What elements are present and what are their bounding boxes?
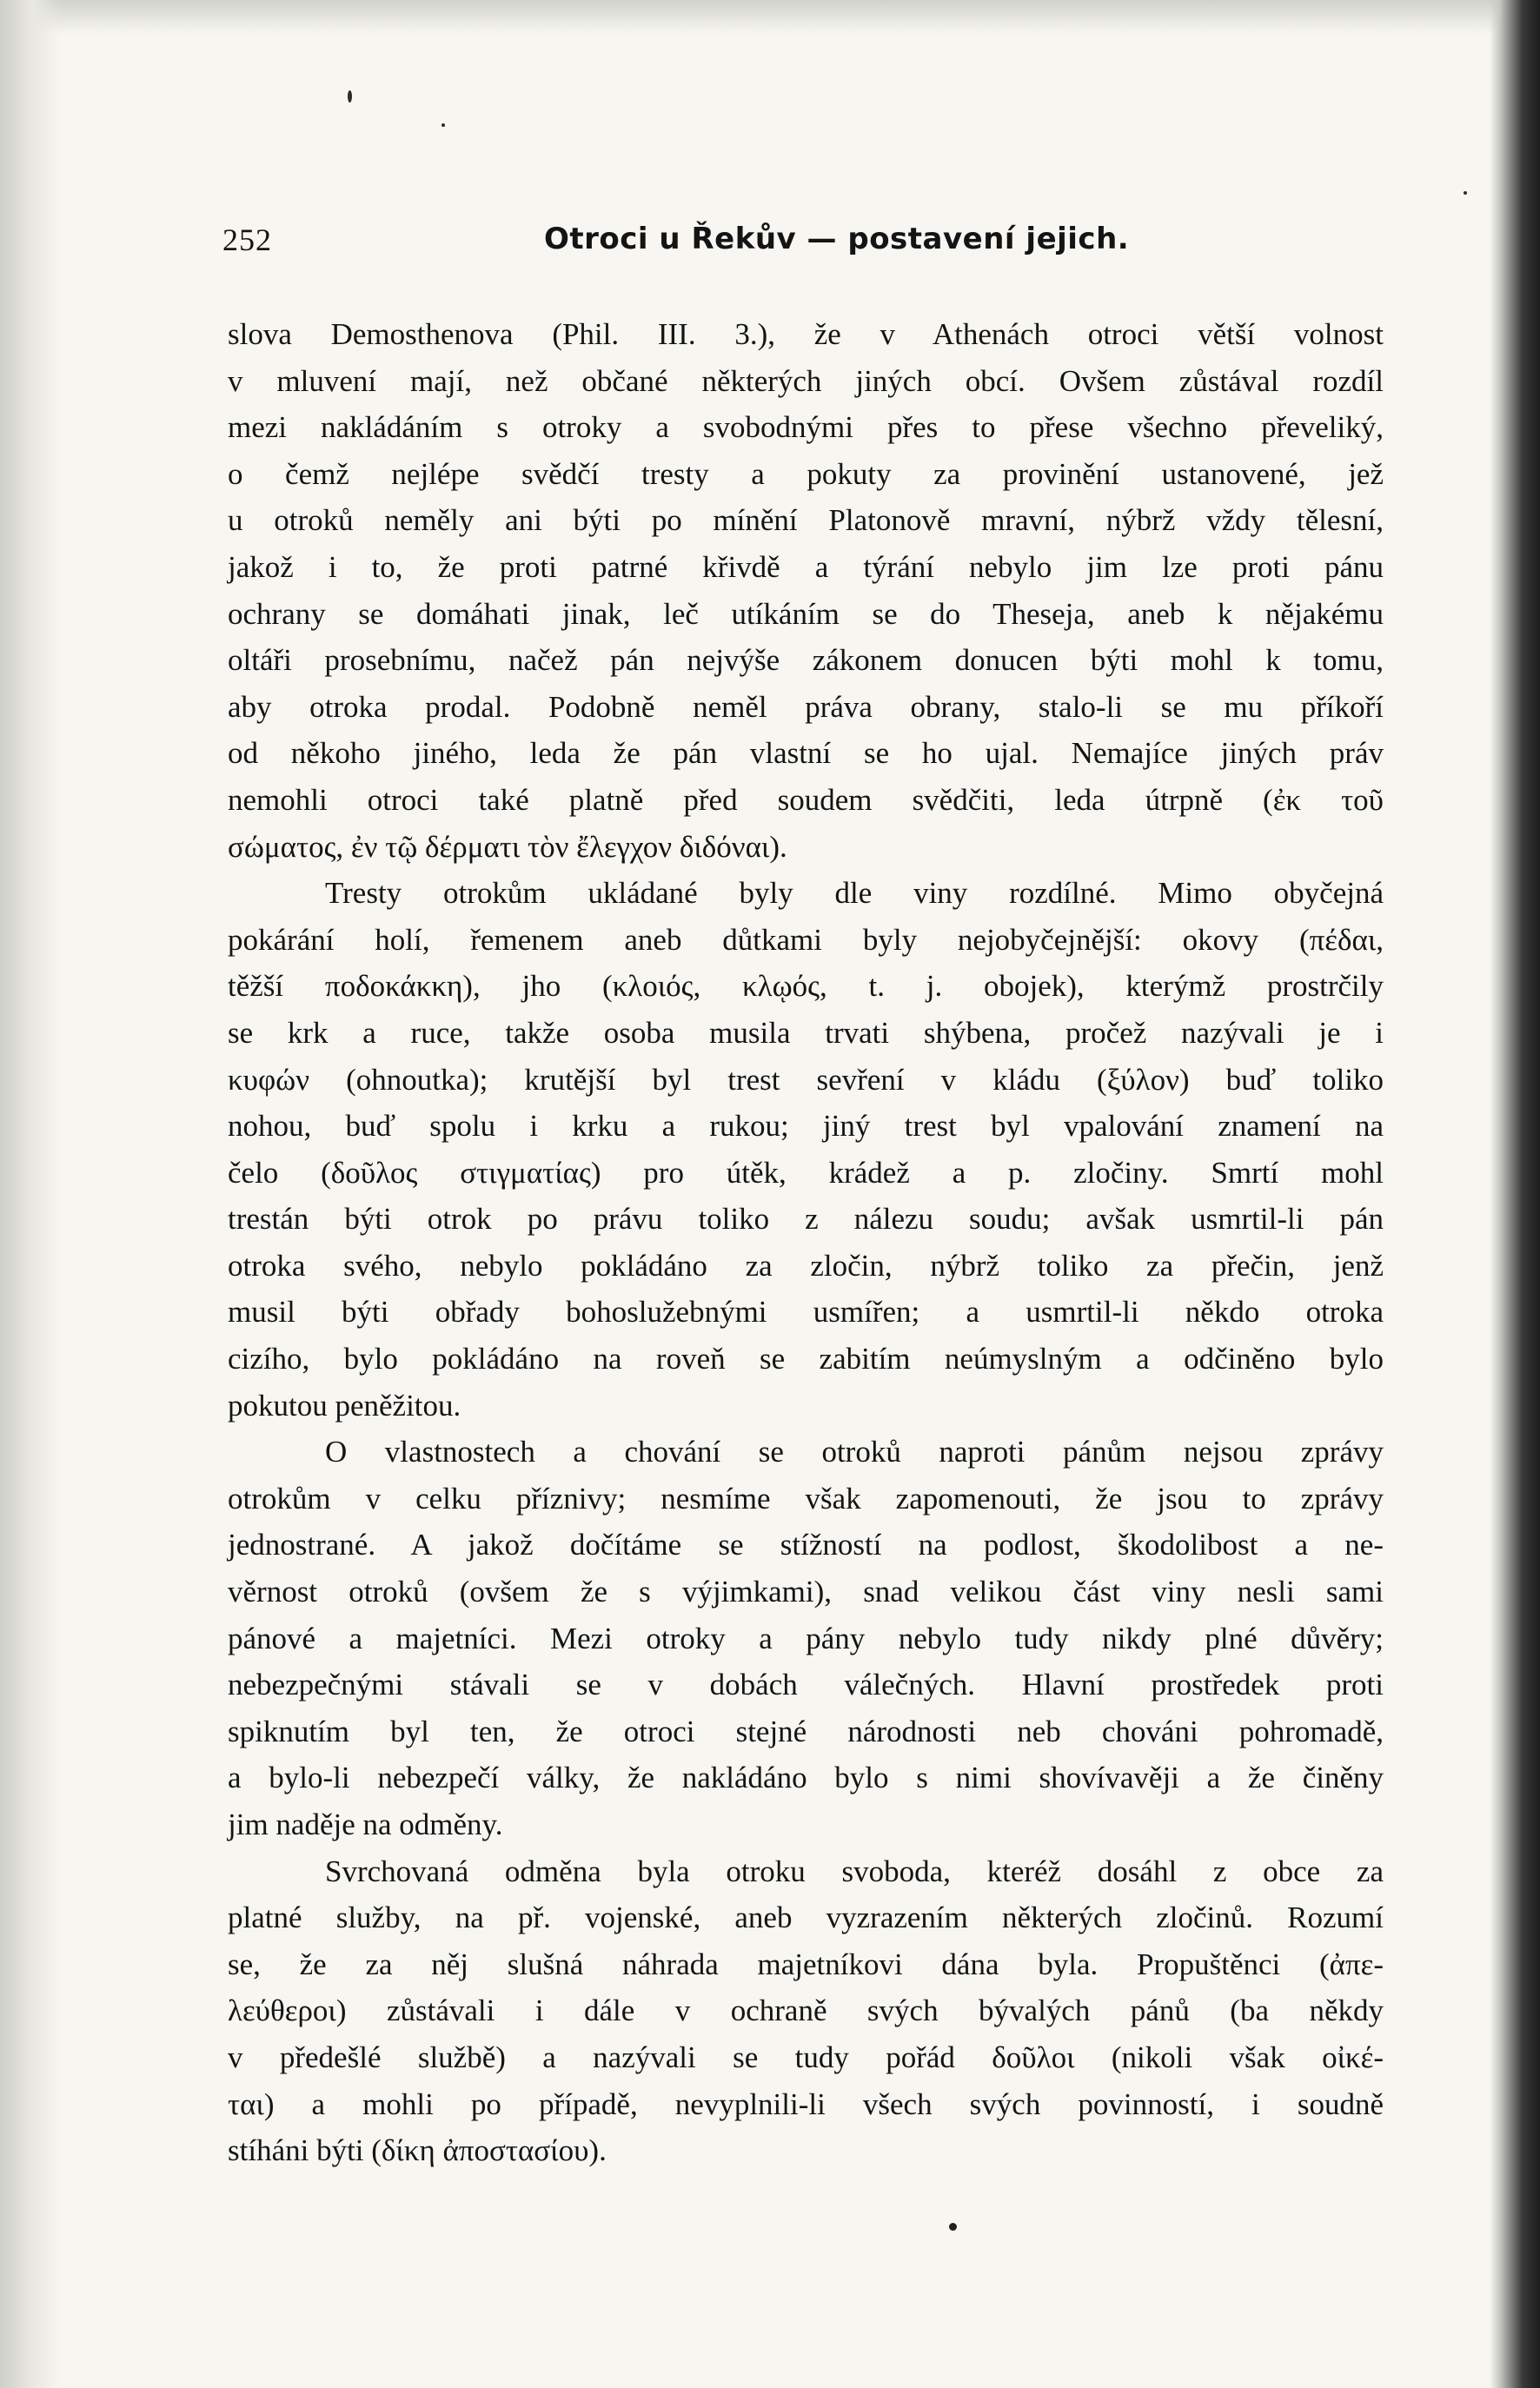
text-line: v mluvení mají, než občané některých jiných obcí. Ovšem zůstával rozdíl (228, 363, 1384, 398)
text-line: cizího, bylo pokládáno na roveň se zabitím neúmyslným a odčiněno bylo (228, 1342, 1384, 1376)
text-line: u otroků neměly ani býti po mínění Platonově mravní, nýbrž vždy tělesní, (228, 503, 1384, 538)
page-number: 252 (222, 222, 272, 257)
running-head: Otroci u Řekův — postavení jejich. (544, 222, 1130, 256)
text-line: pánové a majetníci. Mezi otroky a pány nebylo tudy nikdy plné důvěry; (228, 1621, 1384, 1655)
text-line: spiknutím byl ten, že otroci stejné národnosti neb chováni pohromadě, (228, 1714, 1384, 1748)
text-line: otroka svého, nebylo pokládáno za zločin, nýbrž toliko za přečin, jenž (228, 1248, 1384, 1283)
scan-speck (1464, 191, 1467, 195)
text-line: mezi nakládáním s otroky a svobodnými přes to přese všechno převeliký, (228, 410, 1384, 445)
text-line: aby otroka prodal. Podobně neměl práva obrany, stalo-li se mu příkoří (228, 689, 1384, 724)
text-line: Svrchovaná odměna byla otroku svoboda, kteréž dosáhl z obce za (325, 1854, 1384, 1888)
text-line: jim naděje na odměny. (228, 1808, 503, 1841)
text-line: věrnost otroků (ovšem že s výjimkami), snad velikou část viny nesli sami (228, 1575, 1384, 1609)
text-line: jednostrané. A jakož dočítáme se stížností na podlost, škodolibost a ne- (228, 1528, 1384, 1562)
scan-edge-right (1490, 0, 1540, 2388)
text-line: se krk a ruce, takže osoba musila trvati shýbena, pročež nazývali je i (228, 1015, 1384, 1050)
text-line: O vlastnostech a chování se otroků naproti pánům nejsou zprávy (325, 1435, 1384, 1469)
text-line: κυφών (ohnoutka); krutější byl trest sevření v kládu (ξύλον) buď toliko (228, 1062, 1384, 1097)
text-line: čelo (δοῦλος στιγματίας) pro útěk, krádež a p. zločiny. Smrtí mohl (228, 1155, 1384, 1190)
text-line: oltáři prosebnímu, načež pán nejvýše zákonem donucen býti mohl k tomu, (228, 643, 1384, 678)
text-line: musil býti obřady bohoslužebnými usmířen; a usmrtil-li někdo otroka (228, 1295, 1384, 1330)
text-line: λεύθεροι) zůstávali i dále v ochraně svých bývalých pánů (ba někdy (228, 1993, 1384, 2028)
scan-speck (441, 123, 445, 127)
text-line: se, že za něj slušná náhrada majetníkovi dána byla. Propuštěnci (ἀπε- (228, 1947, 1384, 1981)
text-line: jakož i to, že proti patrné křivdě a týrání nebylo jim lze proti pánu (228, 549, 1384, 584)
text-line: nemohli otroci také platně před soudem svědčiti, leda útrpně (ἐκ τοῦ (228, 782, 1384, 817)
text-line: stíháni býti (δίκη ἀποστασίου). (228, 2133, 607, 2168)
text-line: ochrany se domáhati jinak, leč utíkáním se do Theseja, aneb k nějakému (228, 596, 1384, 631)
text-line: Tresty otrokům ukládané byly dle viny rozdílné. Mimo obyčejná (325, 876, 1384, 911)
text-line: σώματος, ἐν τῷ δέρματι τὸν ἔλεγχον διδόναι). (228, 829, 787, 864)
scan-speck (348, 90, 352, 103)
text-line: pokutou peněžitou. (228, 1388, 461, 1423)
text-line: a bylo-li nebezpečí války, že nakládáno bylo s nimi shovívavěji a že činěny (228, 1761, 1384, 1795)
scan-speck (949, 2223, 957, 2231)
text-line: slova Demosthenova (Phil. III. 3.), že v Athenách otroci větší volnost (228, 317, 1384, 351)
text-line: trestán býti otrok po právu toliko z nálezu soudu; avšak usmrtil-li pán (228, 1202, 1384, 1237)
text-line: ται) a mohli po případě, nevyplnili-li všech svých povinností, i soudně (228, 2086, 1384, 2121)
page-header (222, 222, 1387, 265)
text-line: otrokům v celku příznivy; nesmíme však zapomenouti, že jsou to zprávy (228, 1481, 1384, 1516)
text-line: v předešlé službě) a nazývali se tudy pořád δοῦλοι (nikoli však οἰκέ- (228, 2040, 1384, 2074)
text-line: pokárání holí, řemenem aneb důtkami byly nejobyčejnější: okovy (πέδαι, (228, 922, 1384, 957)
body-text (228, 311, 1384, 2174)
scan-edge-top (0, 0, 1540, 35)
scan-edge-left (0, 0, 61, 2388)
text-line: platné služby, na př. vojenské, aneb vyzrazením některých zločinů. Rozumí (228, 1900, 1384, 1935)
text-line: od někoho jiného, leda že pán vlastní se ho ujal. Nemajíce jiných práv (228, 736, 1384, 771)
text-line: o čemž nejlépe svědčí tresty a pokuty za provinění ustanovené, jež (228, 456, 1384, 491)
text-line: nebezpečnými stávali se v dobách válečných. Hlavní prostředek proti (228, 1668, 1384, 1702)
text-line: těžší ποδοκάκκη), jho (κλοιός, κλῳός, t. j. obojek), kterýmž prostrčily (228, 969, 1384, 1004)
text-line: nohou, buď spolu i krku a rukou; jiný trest byl vpalování znamení na (228, 1109, 1384, 1144)
